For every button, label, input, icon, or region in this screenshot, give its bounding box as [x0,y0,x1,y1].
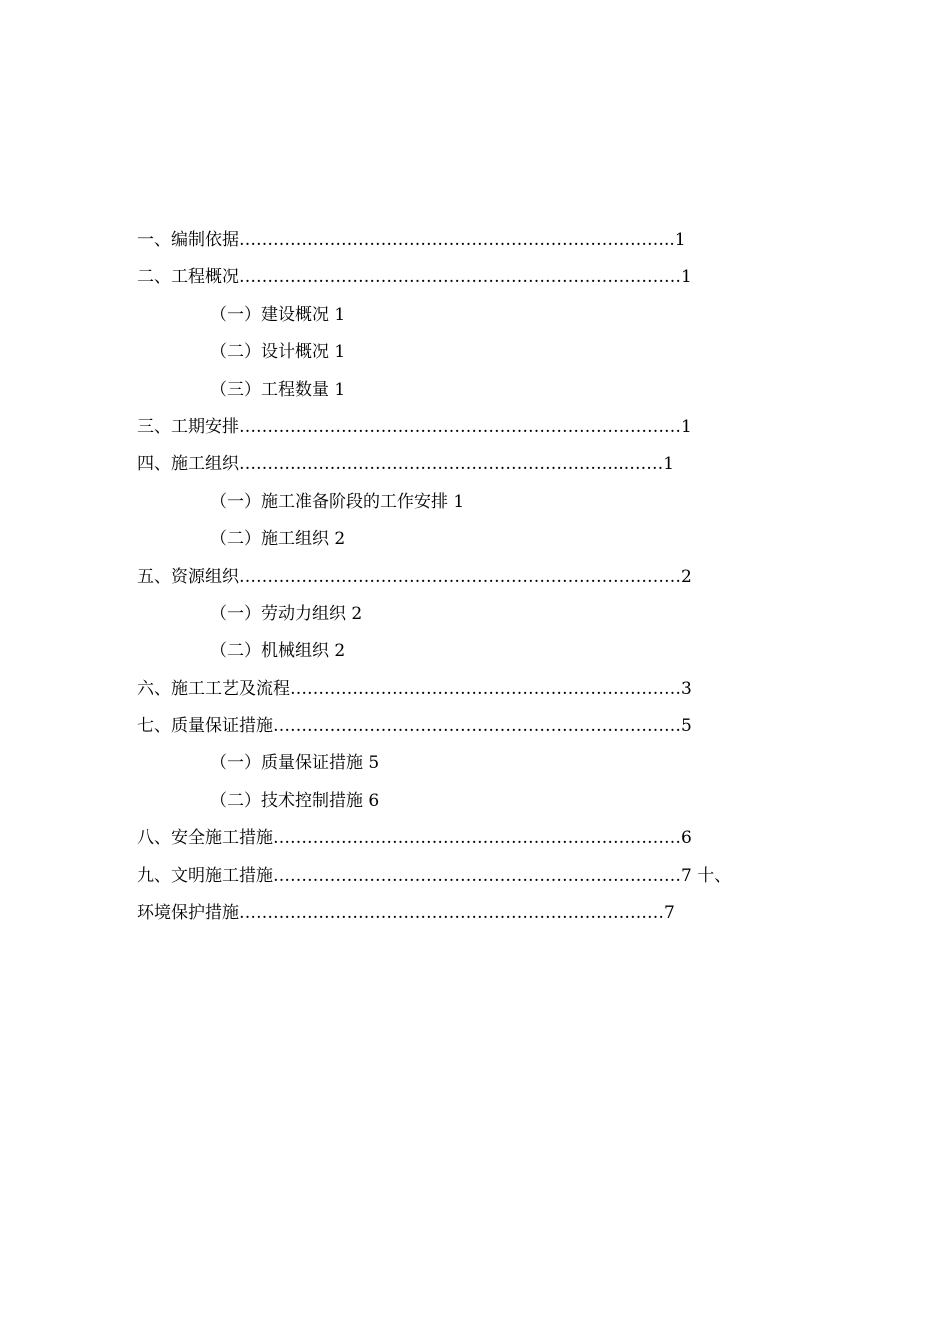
toc-subentry-2-3[interactable]: （三）工程数量 1 [210,379,346,400]
toc-subentry-2-2[interactable]: （二）设计概况 1 [210,342,346,363]
toc-subentry-2-1[interactable]: （一）建设概况 1 [210,304,346,325]
toc-entry-5[interactable]: 五、资源组织……………………………………………………………………2 [137,566,692,587]
toc-subentry-5-1[interactable]: （一）劳动力组织 2 [210,603,363,624]
toc-entry-1[interactable]: 一、编制依据…………………………………………………………………..1 [137,230,686,250]
toc-subentry-4-2[interactable]: （二）施工组织 2 [210,529,346,550]
toc-subentry-7-1[interactable]: （一）质量保证措施 5 [210,753,380,774]
toc-entry-10[interactable]: 环境保护措施…………………………………………………………………7 [137,903,675,924]
toc-entry-7[interactable]: 七、质量保证措施………………………………………………………………5 [137,716,692,737]
toc-entry-3[interactable]: 三、工期安排……………………………………………………………………1 [137,416,692,437]
toc-subentry-7-2[interactable]: （二）技术控制措施 6 [210,790,380,811]
toc-entry-8[interactable]: 八、安全施工措施………………………………………………………………6 [137,828,692,849]
toc-subentry-5-2[interactable]: （二）机械组织 2 [210,641,346,662]
toc-subentry-4-1[interactable]: （一）施工准备阶段的工作安排 1 [210,491,465,512]
table-of-contents [137,222,857,932]
toc-entry-9[interactable]: 九、文明施工措施………………………………………………………………7 十、 [137,865,732,886]
toc-entry-2[interactable]: 二、工程概况……………………………………………………………………1 [137,267,692,288]
toc-entry-6[interactable]: 六、施工工艺及流程……………………………………………………………3 [137,678,692,699]
toc-entry-4[interactable]: 四、施工组织…………………………………………………………...……1 [137,454,675,475]
